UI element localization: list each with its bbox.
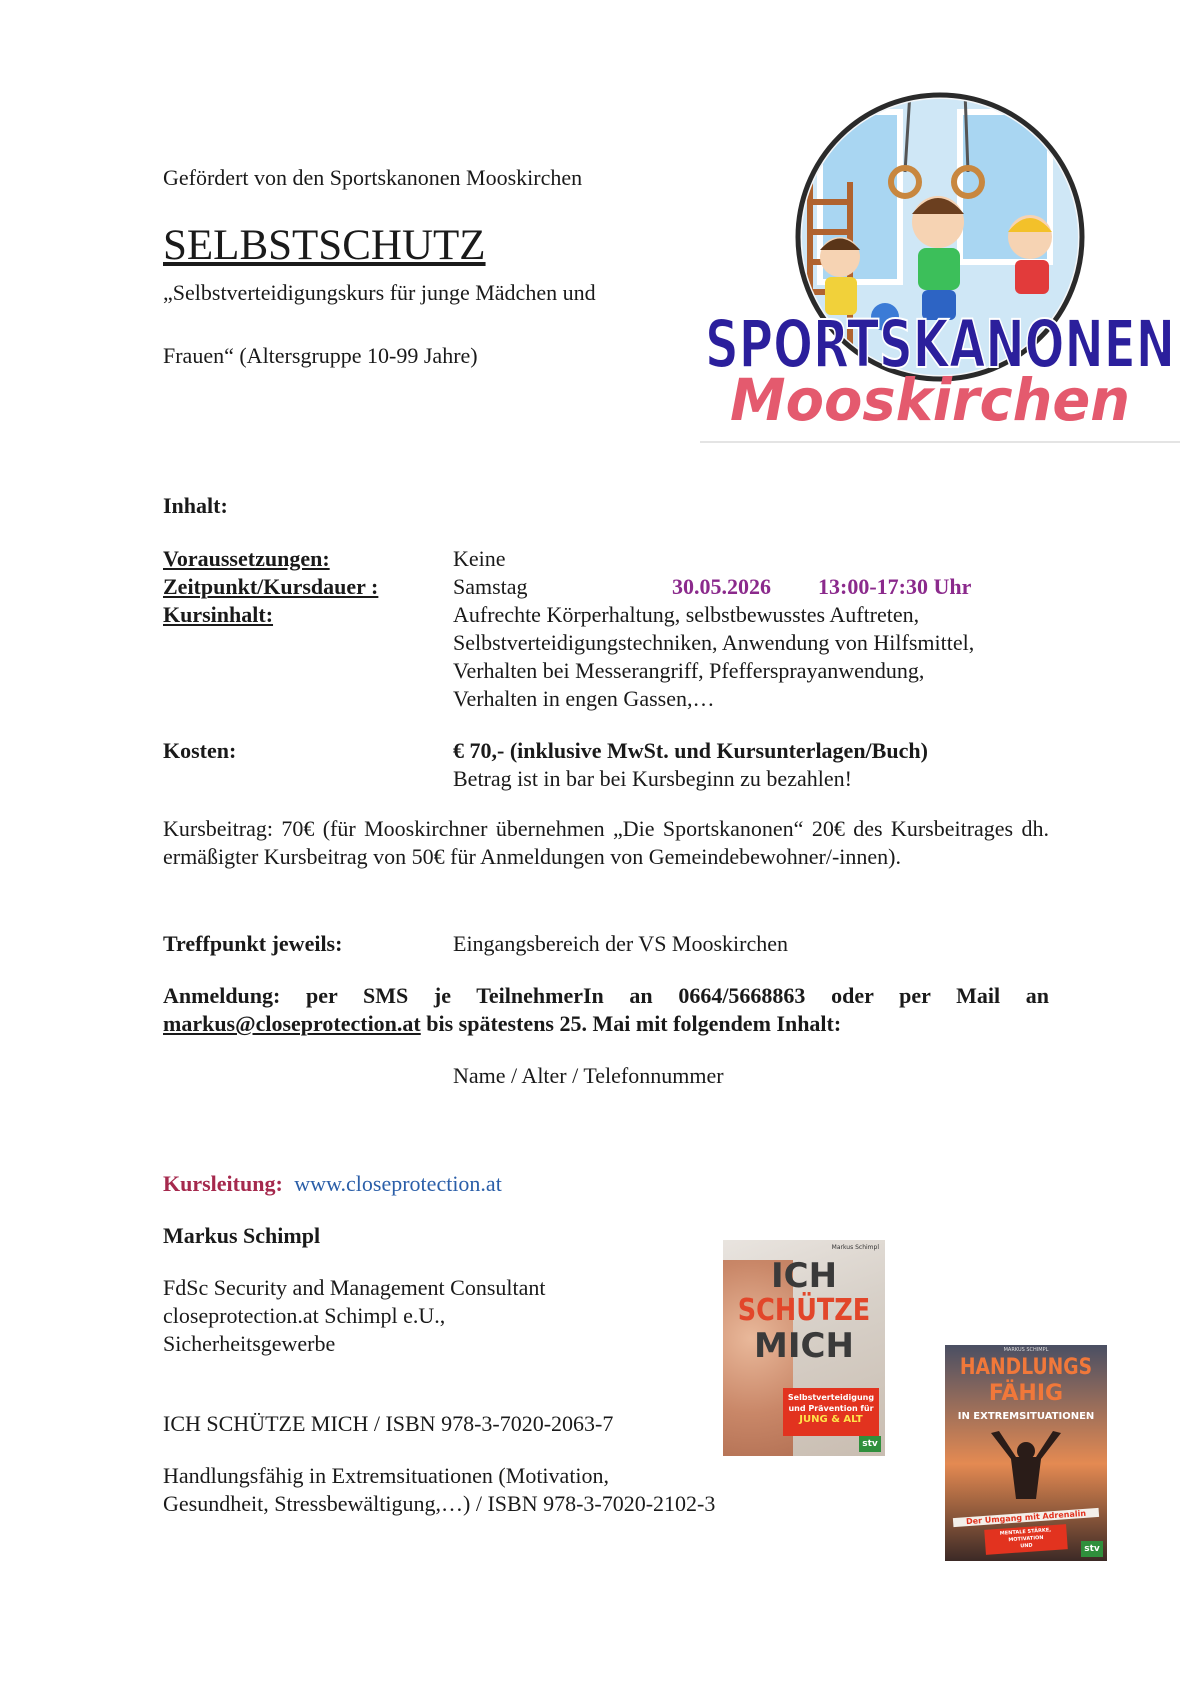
- book2-tag: Der Umgang mit Adrenalin: [953, 1508, 1099, 1527]
- book2-sub-1: MENTALE STÄRKE,: [999, 1527, 1052, 1537]
- leitung-role-line-2: closeprotection.at Schimpl e.U.,: [163, 1303, 446, 1328]
- anmeldung-line-2: [163, 1010, 841, 1038]
- leitung-name: Markus Schimpl: [163, 1223, 321, 1248]
- logo-word-mooskirchen: Mooskirchen: [730, 366, 1130, 434]
- logo-word-sportskanonen: SPORTSKANONEN: [705, 306, 1175, 383]
- kursleitung-website-link[interactable]: www.closeprotection.at: [294, 1171, 502, 1196]
- subtitle-line-1: „Selbstverteidigungskurs für junge Mädchen und: [163, 280, 596, 305]
- book2-title-3: IN EXTREMSITUATIONEN: [957, 1411, 1095, 1422]
- book1-tag-box: [783, 1388, 879, 1436]
- book2-reference-line-1: Handlungsfähig in Extremsituationen (Motivation,: [163, 1463, 610, 1488]
- kursbeitrag-paragraph: Kursbeitrag: 70€ (für Mooskirchner übernehmen „Die Sportskanonen“ 20€ des Kursbeitrages dh. ermäßigter Kursbeitrag von 50€ für Anmeldungen von Gemeindebewohner/-innen).: [163, 816, 1049, 869]
- book2-person-silhouette: [981, 1429, 1071, 1509]
- book1-publisher-logo: stv: [859, 1436, 881, 1452]
- treffpunkt-value: Eingangsbereich der VS Mooskirchen: [453, 931, 789, 956]
- voraussetzungen-label: Voraussetzungen:: [163, 546, 330, 571]
- book1-tag-2: und Prävention für: [788, 1404, 874, 1413]
- anmeldung-email-link[interactable]: markus@closeprotection.at: [163, 1011, 421, 1036]
- page-title: SELBSTSCHUTZ: [163, 222, 486, 269]
- kosten-note: Betrag ist in bar bei Kursbeginn zu bezahlen!: [453, 766, 852, 791]
- kursleitung-label: Kursleitung:: [163, 1171, 283, 1196]
- kursinhalt-line-3: Verhalten bei Messerangriff, Pfeffersprayanwendung,: [453, 658, 925, 683]
- book1-tag-3: JUNG & ALT: [799, 1414, 863, 1425]
- zeitpunkt-day: Samstag: [453, 574, 528, 599]
- book1-tag-1: Selbstverteidigung: [787, 1393, 875, 1402]
- book-cover-handlungsfaehig: [945, 1345, 1107, 1561]
- book1-title-2: SCHÜTZE: [737, 1293, 871, 1328]
- content-heading: Inhalt:: [163, 493, 228, 518]
- kosten-value: € 70,- (inklusive MwSt. und Kursunterlagen/Buch): [453, 738, 928, 763]
- book2-sub-box: [984, 1524, 1068, 1555]
- book2-sub-2: MOTIVATION: [1008, 1534, 1044, 1544]
- book2-sub-3: UND: [1020, 1542, 1033, 1550]
- kursinhalt-line-1: Aufrechte Körperhaltung, selbstbewusstes Auftreten,: [453, 602, 920, 627]
- kursinhalt-line-4: Verhalten in engen Gassen,…: [453, 686, 715, 711]
- book1-author: Markus Schimpl: [831, 1244, 879, 1251]
- subtitle-line-2: Frauen“ (Altersgruppe 10-99 Jahre): [163, 343, 478, 368]
- leitung-role-line-3: Sicherheitsgewerbe: [163, 1331, 336, 1356]
- book2-reference-line-2: Gesundheit, Stressbewältigung,…) / ISBN 978-3-7020-2102-3: [163, 1491, 716, 1516]
- zeitpunkt-label: Zeitpunkt/Kursdauer :: [163, 574, 379, 599]
- voraussetzungen-value: Keine: [453, 546, 506, 571]
- book2-publisher-logo: stv: [1081, 1541, 1103, 1557]
- book2-title-1: HANDLUNGS: [959, 1355, 1093, 1380]
- treffpunkt-label: Treffpunkt jeweils:: [163, 931, 343, 956]
- anmeldung-suffix: bis spätestens 25. Mai mit folgendem Inhalt:: [420, 1011, 842, 1036]
- book1-title-1: ICH: [770, 1256, 838, 1296]
- kosten-label: Kosten:: [163, 738, 237, 763]
- anmeldung-line-1: Anmeldung: per SMS je TeilnehmerIn an 0664/5668863 oder per Mail an: [163, 983, 1049, 1008]
- leitung-role-line-1: FdSc Security and Management Consultant: [163, 1275, 546, 1300]
- zeitpunkt-date: 30.05.2026: [672, 574, 771, 599]
- anmeldung-fields: Name / Alter / Telefonnummer: [453, 1063, 724, 1088]
- sponsor-line: Gefördert von den Sportskanonen Mooskirchen: [163, 165, 583, 190]
- book1-reference: ICH SCHÜTZE MICH / ISBN 978-3-7020-2063-7: [163, 1411, 614, 1436]
- book1-title-3: MICH: [754, 1326, 854, 1366]
- kursinhalt-line-2: Selbstverteidigungstechniken, Anwendung von Hilfsmittel,: [453, 630, 975, 655]
- book2-author: MARKUS SCHIMPL: [1003, 1347, 1049, 1353]
- zeitpunkt-time: 13:00-17:30 Uhr: [818, 574, 972, 599]
- kursinhalt-label: Kursinhalt:: [163, 602, 274, 627]
- book-cover-ich-schuetze-mich: [723, 1240, 885, 1456]
- sportskanonen-logo: [700, 72, 1180, 452]
- kursleitung-line: [163, 1170, 502, 1198]
- book2-title-2: FÄHIG: [988, 1381, 1064, 1406]
